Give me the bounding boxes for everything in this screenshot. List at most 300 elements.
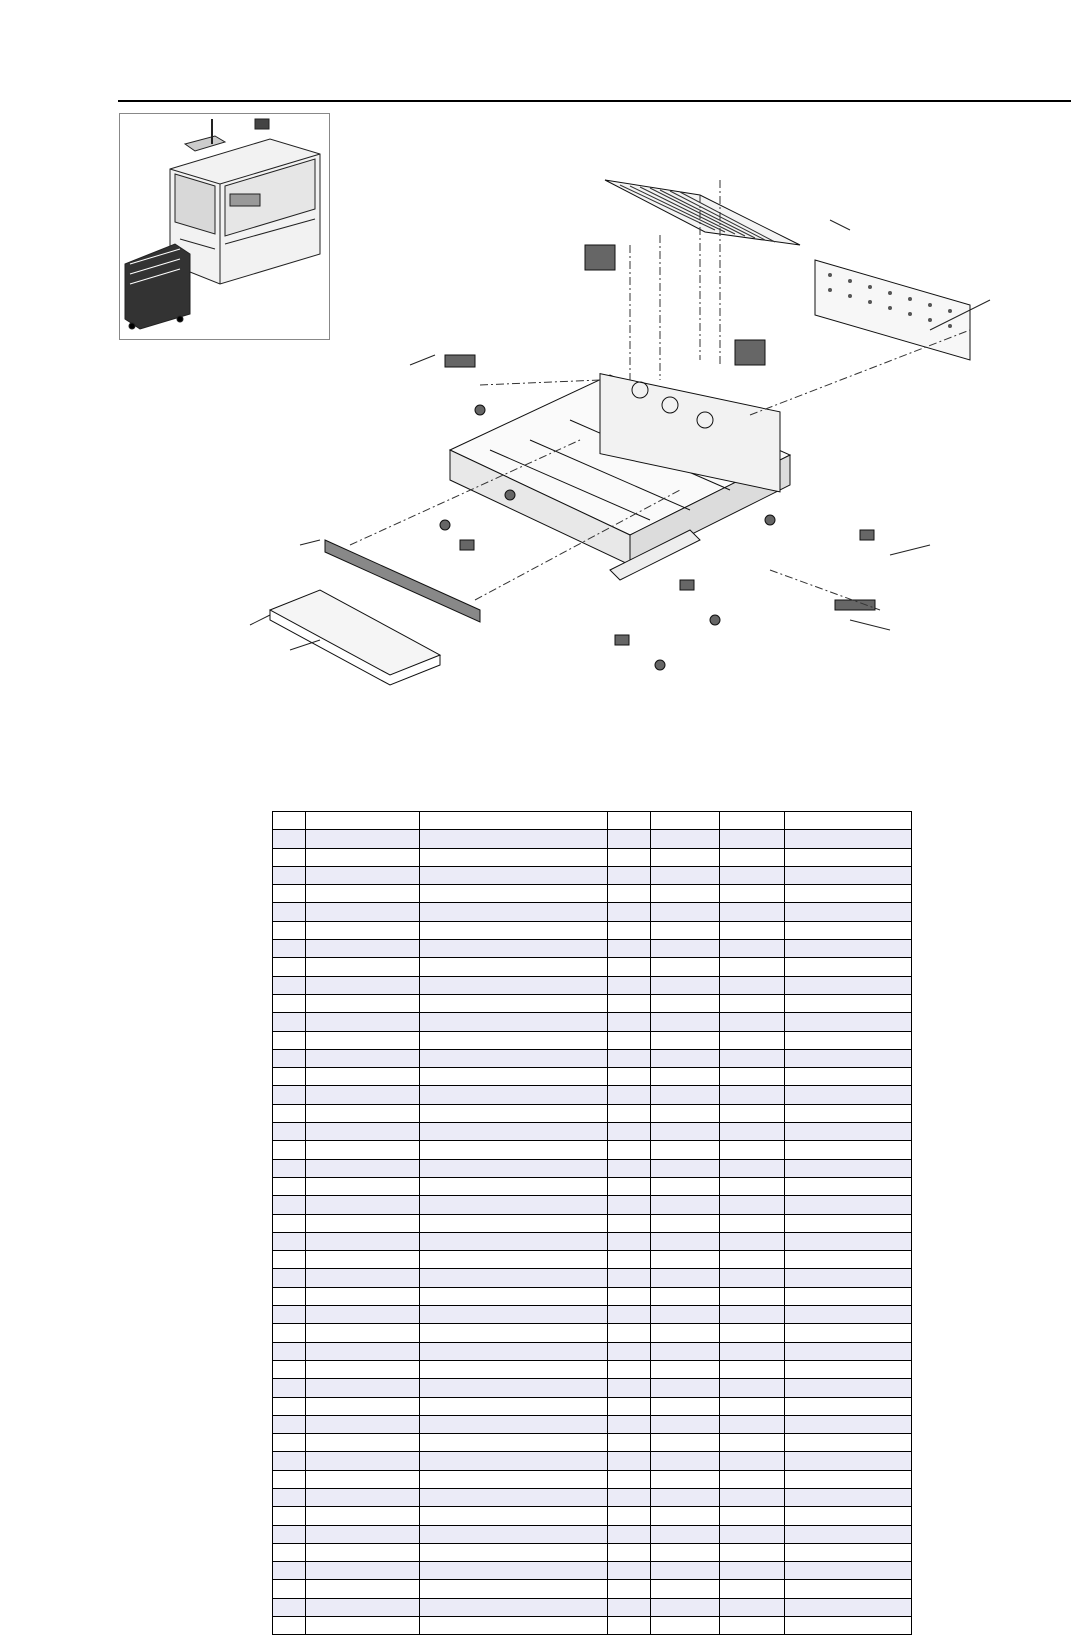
table-cell: [273, 1525, 306, 1543]
table-cell: [306, 1232, 420, 1250]
table-cell: [650, 1232, 720, 1250]
table-cell: [650, 848, 720, 866]
table-cell: [607, 1525, 650, 1543]
table-row: [273, 1617, 912, 1635]
table-cell: [784, 848, 911, 866]
table-cell: [650, 1177, 720, 1195]
table-cell: [650, 1342, 720, 1360]
table-cell: [273, 1104, 306, 1122]
table-cell: [420, 885, 607, 903]
table-cell: [720, 866, 785, 884]
table-cell: [420, 976, 607, 994]
table-cell: [306, 1068, 420, 1086]
table-cell: [420, 1214, 607, 1232]
table-cell: [306, 1251, 420, 1269]
table-cell: [273, 1415, 306, 1433]
table-cell: [784, 1177, 911, 1195]
table-cell: [306, 1562, 420, 1580]
table-cell: [306, 921, 420, 939]
table-cell: [607, 1232, 650, 1250]
table-cell: [720, 976, 785, 994]
table-cell: [720, 1104, 785, 1122]
table-cell: [720, 940, 785, 958]
table-cell: [306, 940, 420, 958]
table-cell: [306, 1342, 420, 1360]
table-cell: [607, 1617, 650, 1635]
table-row: [273, 921, 912, 939]
table-cell: [306, 1452, 420, 1470]
table-cell: [607, 866, 650, 884]
header-cell: [607, 812, 650, 830]
table-cell: [607, 1562, 650, 1580]
table-cell: [607, 1104, 650, 1122]
table-row: [273, 1104, 912, 1122]
table-row: [273, 1177, 912, 1195]
table-cell: [273, 1196, 306, 1214]
table-cell: [784, 1104, 911, 1122]
table-cell: [306, 1617, 420, 1635]
table-cell: [273, 848, 306, 866]
table-cell: [607, 1397, 650, 1415]
table-cell: [650, 1214, 720, 1232]
table-cell: [784, 1379, 911, 1397]
table-cell: [650, 1562, 720, 1580]
table-cell: [720, 1159, 785, 1177]
header-cell: [306, 812, 420, 830]
table-cell: [607, 1269, 650, 1287]
header-cell: [420, 812, 607, 830]
table-cell: [420, 1342, 607, 1360]
table-cell: [273, 1123, 306, 1141]
table-cell: [650, 1287, 720, 1305]
table-cell: [273, 1434, 306, 1452]
table-row: [273, 1086, 912, 1104]
table-cell: [273, 976, 306, 994]
table-cell: [420, 921, 607, 939]
table-cell: [306, 866, 420, 884]
table-cell: [784, 976, 911, 994]
table-cell: [650, 1470, 720, 1488]
table-row: [273, 1232, 912, 1250]
table-cell: [650, 830, 720, 848]
table-cell: [784, 1214, 911, 1232]
table-cell: [607, 1141, 650, 1159]
table-cell: [784, 940, 911, 958]
table-cell: [607, 1360, 650, 1378]
table-cell: [650, 940, 720, 958]
table-cell: [720, 921, 785, 939]
table-cell: [650, 1159, 720, 1177]
table-row: [273, 1324, 912, 1342]
table-cell: [650, 1324, 720, 1342]
table-cell: [650, 976, 720, 994]
table-cell: [420, 1488, 607, 1506]
table-cell: [650, 1415, 720, 1433]
table-cell: [650, 1397, 720, 1415]
table-cell: [273, 1598, 306, 1616]
table-cell: [650, 903, 720, 921]
table-cell: [306, 1415, 420, 1433]
table-cell: [784, 1287, 911, 1305]
table-cell: [420, 1543, 607, 1561]
table-cell: [306, 1470, 420, 1488]
table-cell: [607, 1068, 650, 1086]
table-cell: [784, 1324, 911, 1342]
table-cell: [650, 1123, 720, 1141]
table-cell: [650, 1543, 720, 1561]
table-cell: [306, 1488, 420, 1506]
table-cell: [420, 848, 607, 866]
table-cell: [420, 866, 607, 884]
table-cell: [720, 1141, 785, 1159]
table-cell: [420, 958, 607, 976]
table-row: [273, 1123, 912, 1141]
table-cell: [273, 1232, 306, 1250]
table-cell: [784, 1562, 911, 1580]
table-cell: [784, 1306, 911, 1324]
table-cell: [273, 1488, 306, 1506]
parts-table: [272, 811, 912, 1635]
table-cell: [420, 1306, 607, 1324]
table-cell: [720, 1507, 785, 1525]
table-cell: [420, 1086, 607, 1104]
table-cell: [720, 1360, 785, 1378]
table-cell: [306, 848, 420, 866]
table-cell: [720, 1470, 785, 1488]
table-cell: [784, 1415, 911, 1433]
table-cell: [273, 1068, 306, 1086]
table-cell: [607, 1452, 650, 1470]
table-cell: [607, 1287, 650, 1305]
table-cell: [720, 1031, 785, 1049]
table-cell: [306, 1580, 420, 1598]
table-cell: [720, 1214, 785, 1232]
table-cell: [720, 1525, 785, 1543]
exploded-assembly-diagram: [230, 150, 1070, 750]
table-cell: [784, 1123, 911, 1141]
header-cell: [650, 812, 720, 830]
table-cell: [607, 1580, 650, 1598]
table-cell: [720, 1415, 785, 1433]
table-cell: [650, 1452, 720, 1470]
table-cell: [273, 1269, 306, 1287]
table-cell: [607, 940, 650, 958]
table-cell: [784, 1543, 911, 1561]
table-cell: [607, 1214, 650, 1232]
table-cell: [650, 958, 720, 976]
table-cell: [420, 1415, 607, 1433]
table-cell: [273, 903, 306, 921]
table-row: [273, 1580, 912, 1598]
table-row: [273, 1360, 912, 1378]
table-cell: [420, 1452, 607, 1470]
table-cell: [420, 1123, 607, 1141]
table-cell: [306, 1177, 420, 1195]
table-cell: [784, 903, 911, 921]
table-row: [273, 1141, 912, 1159]
table-cell: [306, 1159, 420, 1177]
table-cell: [420, 1049, 607, 1067]
table-cell: [720, 1562, 785, 1580]
header-cell: [720, 812, 785, 830]
table-cell: [784, 1488, 911, 1506]
table-cell: [607, 1470, 650, 1488]
table-cell: [306, 994, 420, 1012]
table-cell: [420, 1269, 607, 1287]
table-cell: [273, 1470, 306, 1488]
table-cell: [650, 921, 720, 939]
table-row: [273, 1269, 912, 1287]
table-cell: [607, 1013, 650, 1031]
table-row: [273, 1214, 912, 1232]
table-cell: [306, 1543, 420, 1561]
table-cell: [720, 1434, 785, 1452]
table-cell: [650, 1434, 720, 1452]
table-cell: [420, 1232, 607, 1250]
table-cell: [650, 1141, 720, 1159]
table-cell: [420, 903, 607, 921]
table-cell: [273, 1562, 306, 1580]
table-cell: [420, 1177, 607, 1195]
table-cell: [306, 903, 420, 921]
table-cell: [784, 1031, 911, 1049]
table-cell: [420, 1397, 607, 1415]
table-cell: [420, 1287, 607, 1305]
table-cell: [273, 1214, 306, 1232]
table-row: [273, 903, 912, 921]
table-cell: [273, 1397, 306, 1415]
table-cell: [650, 1049, 720, 1067]
table-cell: [784, 1397, 911, 1415]
table-cell: [273, 1287, 306, 1305]
table-row: [273, 848, 912, 866]
table-cell: [273, 994, 306, 1012]
table-row: [273, 1287, 912, 1305]
table-cell: [306, 1049, 420, 1067]
table-cell: [720, 1488, 785, 1506]
table-cell: [607, 994, 650, 1012]
table-cell: [650, 1196, 720, 1214]
table-cell: [720, 885, 785, 903]
table-row: [273, 1068, 912, 1086]
table-cell: [273, 866, 306, 884]
table-cell: [650, 1580, 720, 1598]
table-cell: [306, 1360, 420, 1378]
table-cell: [306, 885, 420, 903]
table-cell: [784, 1232, 911, 1250]
header-rule: [118, 100, 1071, 102]
table-row: [273, 1196, 912, 1214]
table-cell: [420, 1068, 607, 1086]
table-cell: [607, 830, 650, 848]
table-cell: [273, 885, 306, 903]
table-cell: [650, 1104, 720, 1122]
table-cell: [420, 940, 607, 958]
table-row: [273, 1251, 912, 1269]
table-row: [273, 830, 912, 848]
table-cell: [420, 1379, 607, 1397]
table-cell: [607, 1031, 650, 1049]
table-cell: [720, 1543, 785, 1561]
table-cell: [720, 1196, 785, 1214]
table-cell: [306, 1306, 420, 1324]
table-cell: [273, 1013, 306, 1031]
table-cell: [720, 1342, 785, 1360]
table-cell: [306, 1525, 420, 1543]
table-cell: [650, 1251, 720, 1269]
table-cell: [306, 1104, 420, 1122]
table-cell: [650, 1598, 720, 1616]
table-cell: [607, 1379, 650, 1397]
table-cell: [273, 1031, 306, 1049]
table-row: [273, 1342, 912, 1360]
table-cell: [420, 830, 607, 848]
table-cell: [306, 1269, 420, 1287]
table-cell: [420, 1562, 607, 1580]
table-cell: [607, 958, 650, 976]
table-cell: [720, 1086, 785, 1104]
table-cell: [420, 1434, 607, 1452]
table-cell: [273, 1141, 306, 1159]
table-row: [273, 1415, 912, 1433]
table-cell: [420, 1580, 607, 1598]
table-cell: [420, 1013, 607, 1031]
table-cell: [720, 958, 785, 976]
table-cell: [607, 1507, 650, 1525]
table-cell: [650, 1379, 720, 1397]
table-cell: [784, 1452, 911, 1470]
table-cell: [784, 1360, 911, 1378]
table-cell: [273, 921, 306, 939]
table-cell: [720, 1379, 785, 1397]
table-cell: [650, 1306, 720, 1324]
table-cell: [720, 830, 785, 848]
table-cell: [273, 1324, 306, 1342]
table-cell: [720, 1123, 785, 1141]
table-cell: [306, 1031, 420, 1049]
table-cell: [273, 1580, 306, 1598]
table-cell: [273, 1379, 306, 1397]
table-cell: [420, 1507, 607, 1525]
table-cell: [720, 1013, 785, 1031]
table-cell: [784, 885, 911, 903]
table-cell: [273, 1452, 306, 1470]
table-cell: [720, 1251, 785, 1269]
table-row: [273, 958, 912, 976]
table-row: [273, 1470, 912, 1488]
table-cell: [720, 1452, 785, 1470]
table-cell: [784, 921, 911, 939]
table-cell: [306, 1379, 420, 1397]
table-cell: [306, 1086, 420, 1104]
table-row: [273, 1525, 912, 1543]
table-cell: [720, 1177, 785, 1195]
table-cell: [650, 1617, 720, 1635]
table-cell: [273, 1342, 306, 1360]
table-cell: [784, 866, 911, 884]
table-cell: [784, 1507, 911, 1525]
table-cell: [784, 1251, 911, 1269]
table-cell: [784, 994, 911, 1012]
table-cell: [607, 1049, 650, 1067]
table-cell: [420, 1141, 607, 1159]
table-cell: [720, 1598, 785, 1616]
table-cell: [607, 1306, 650, 1324]
table-cell: [273, 830, 306, 848]
table-cell: [273, 1507, 306, 1525]
table-row: [273, 940, 912, 958]
table-cell: [420, 1324, 607, 1342]
table-cell: [273, 1049, 306, 1067]
table-cell: [420, 994, 607, 1012]
table-cell: [306, 958, 420, 976]
table-cell: [607, 1086, 650, 1104]
table-cell: [784, 1580, 911, 1598]
table-cell: [784, 1434, 911, 1452]
table-cell: [650, 1086, 720, 1104]
table-cell: [720, 1306, 785, 1324]
table-cell: [607, 1543, 650, 1561]
table-cell: [420, 1104, 607, 1122]
table-cell: [784, 1525, 911, 1543]
table-cell: [273, 1251, 306, 1269]
table-cell: [720, 848, 785, 866]
table-cell: [273, 958, 306, 976]
table-row: [273, 1397, 912, 1415]
table-cell: [607, 848, 650, 866]
parts-table-body: [273, 830, 912, 1635]
table-cell: [273, 940, 306, 958]
table-cell: [607, 1177, 650, 1195]
table-row: [273, 1488, 912, 1506]
table-cell: [607, 1251, 650, 1269]
table-header-row: [273, 812, 912, 830]
table-cell: [720, 1232, 785, 1250]
table-row: [273, 1598, 912, 1616]
table-cell: [420, 1470, 607, 1488]
table-cell: [273, 1360, 306, 1378]
table-cell: [273, 1159, 306, 1177]
table-cell: [306, 830, 420, 848]
table-cell: [784, 1342, 911, 1360]
table-cell: [306, 1507, 420, 1525]
table-cell: [650, 885, 720, 903]
table-cell: [784, 1086, 911, 1104]
table-cell: [273, 1306, 306, 1324]
table-cell: [420, 1251, 607, 1269]
table-cell: [420, 1031, 607, 1049]
table-cell: [650, 1068, 720, 1086]
table-cell: [306, 1324, 420, 1342]
table-cell: [650, 1269, 720, 1287]
table-cell: [607, 1598, 650, 1616]
table-cell: [306, 1214, 420, 1232]
table-cell: [607, 1434, 650, 1452]
table-cell: [784, 958, 911, 976]
table-row: [273, 1562, 912, 1580]
table-cell: [306, 1287, 420, 1305]
table-row: [273, 1379, 912, 1397]
exploded-assembly-icon: [230, 150, 1070, 750]
table-cell: [420, 1360, 607, 1378]
table-cell: [650, 866, 720, 884]
table-cell: [720, 994, 785, 1012]
table-cell: [720, 1324, 785, 1342]
header-cell: [784, 812, 911, 830]
table-cell: [650, 994, 720, 1012]
table-cell: [607, 885, 650, 903]
table-cell: [784, 1598, 911, 1616]
